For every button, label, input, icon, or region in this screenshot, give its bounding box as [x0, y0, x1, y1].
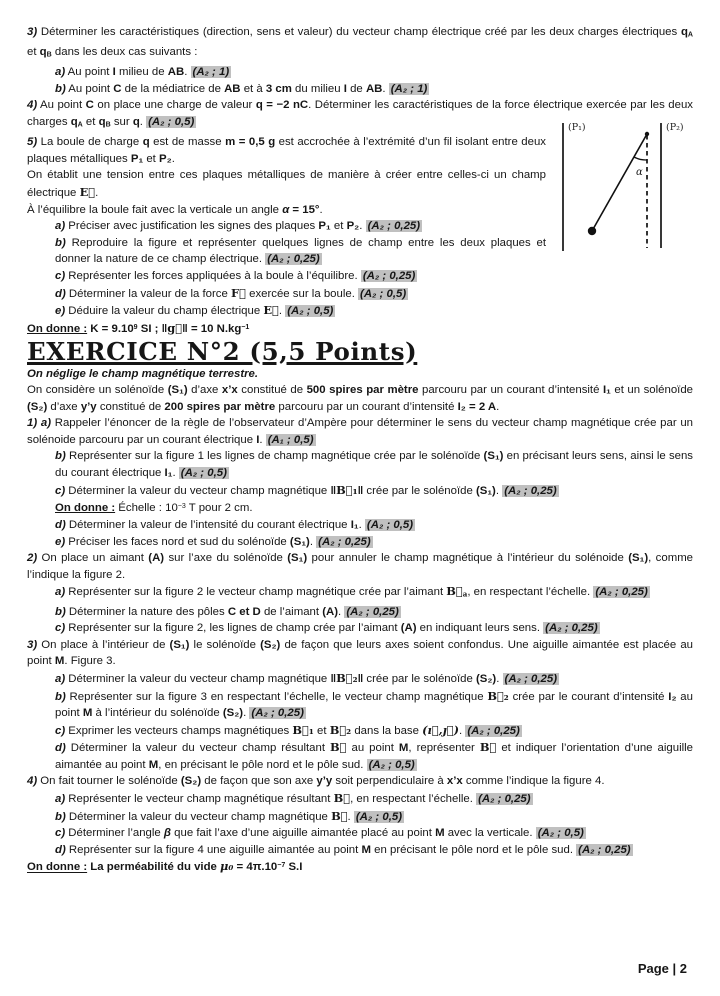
score-badge: (A₂ ; 0,25)	[267, 253, 320, 266]
paragraph	[55, 499, 693, 517]
text-run: 4)	[27, 775, 38, 788]
text-run: β	[163, 827, 171, 840]
text-run: sur l’axe du solénoïde	[164, 552, 288, 565]
text-run: . Figure 3.	[64, 655, 116, 668]
text-run: I₂ = 2 A	[457, 400, 497, 413]
score-badge: (A₂ ; 0,5)	[180, 467, 227, 480]
paragraph	[55, 285, 693, 303]
text-run: On fait tourner le solénoïde	[37, 775, 181, 788]
text-run: On établit une tension entre ces plaques métalliques de manière à créer entre celles-ci un champ électrique	[27, 169, 546, 199]
score-badge: (A₂ ; 0,25)	[504, 484, 557, 497]
text-run: que fait l’axe d’une aiguille aimantée placé au point	[170, 827, 436, 840]
text-run: B⃗₂	[336, 670, 358, 685]
text-run: constitué de	[237, 384, 307, 397]
text-run: On place un aimant	[37, 552, 149, 565]
text-run: b)	[55, 450, 66, 463]
text-run: M	[148, 758, 159, 771]
text-run: (ı⃗,ȷ⃗)	[422, 722, 459, 737]
text-run: .	[278, 305, 286, 318]
text-run: Déterminer la valeur du vecteur champ magnétique	[65, 672, 331, 685]
text-run: .	[359, 220, 366, 233]
paragraph	[55, 268, 693, 285]
text-run: EXERCICE N°2 (5,5 Points)	[27, 336, 418, 366]
text-run: q	[142, 136, 150, 149]
text-run: B⃗	[330, 740, 347, 755]
score-badge: (A₂ ; 0,25)	[504, 672, 557, 685]
text-run: ‖	[357, 672, 364, 685]
text-run: I₁	[602, 384, 611, 397]
score-badge: (A₂ ; 0,25)	[595, 586, 648, 599]
exercise-heading	[27, 338, 693, 366]
text-run: de la médiatrice de	[121, 82, 225, 95]
text-run: −3	[177, 503, 186, 511]
text-run: Représenter les forces appliquées à la boule à l’équilibre.	[65, 269, 361, 282]
text-run: P₂	[346, 220, 360, 233]
text-run: (S₁)	[167, 384, 188, 397]
text-run: On donne :	[27, 322, 88, 335]
text-run: AB	[365, 82, 383, 95]
text-run: B	[46, 51, 52, 59]
paragraph	[55, 842, 693, 859]
score-badge: (A₂ ; 0,25)	[467, 724, 520, 737]
text-run: , en respectant l’échelle.	[467, 586, 594, 599]
paragraph	[55, 825, 693, 842]
text-run: q	[680, 26, 688, 38]
text-run: T pour 2 cm.	[185, 502, 253, 515]
text-run: e)	[55, 535, 66, 548]
text-run: dans les deux cas suivants :	[51, 46, 198, 59]
text-run: en précisant le pôle nord et le pôle sud.	[370, 843, 577, 856]
text-run: M	[54, 655, 65, 668]
text-run: P₁	[130, 152, 144, 165]
text-run: .	[184, 66, 191, 79]
text-run: AB	[167, 66, 185, 79]
text-run: 5)	[27, 136, 38, 149]
text-run: à l’intérieur du solénoïde	[92, 707, 223, 720]
text-run: C et D	[227, 605, 261, 618]
text-run: I	[112, 66, 116, 79]
text-run: Déterminer la nature des pôles	[65, 605, 228, 618]
paragraph	[55, 448, 693, 481]
text-run: A	[77, 121, 83, 129]
text-run: M	[361, 843, 371, 856]
text-run: B⃗₁	[292, 722, 314, 737]
score-badge: (A₂ ; 0,25)	[545, 622, 598, 635]
text-run: , en précisant le pôle nord et le pôle sud.	[158, 758, 367, 771]
score-badge: (A₂ ; 0,25)	[318, 535, 371, 548]
text-run: B⃗₂	[487, 688, 509, 703]
paragraph	[27, 167, 546, 201]
text-run: Déterminer la valeur du vecteur champ magnétique	[65, 484, 331, 497]
text-run: on place une charge de valeur	[93, 99, 256, 112]
text-run: (A)	[322, 605, 339, 618]
text-run: .	[347, 810, 354, 823]
score-badge: (A₂ ; 0,5)	[287, 305, 334, 318]
text-run: Au point	[37, 99, 86, 112]
text-run: (S₂)	[27, 400, 48, 413]
text-run: (S₁)	[483, 450, 504, 463]
paragraph	[27, 550, 693, 583]
text-run: y’y	[80, 400, 97, 413]
text-run: μ₀	[220, 859, 234, 874]
text-run: Représenter le vecteur champ magnétique résultant	[65, 793, 334, 806]
text-run: = 15°	[289, 203, 320, 216]
text-run: c)	[55, 724, 66, 737]
text-run: pour annuler le champ magnétique à l’intérieur du solénoide	[307, 552, 629, 565]
text-run: On donne :	[55, 502, 116, 515]
text-run: 3)	[27, 638, 38, 651]
text-run: ‖ = 10 N.kg	[182, 322, 242, 335]
text-run: c)	[55, 622, 66, 635]
text-run: On place à l’intérieur de	[37, 638, 170, 651]
score-badge: (A₂ ; 0,5)	[360, 287, 407, 300]
text-run: x’x	[446, 775, 463, 788]
text-run: 9	[133, 323, 138, 331]
text-run: ‖	[357, 484, 364, 497]
text-run: .	[171, 152, 175, 165]
text-run: du milieu	[291, 82, 344, 95]
text-run: Au point	[65, 66, 113, 79]
text-run: (S₁)	[289, 535, 310, 548]
text-run: b)	[55, 605, 66, 618]
text-run: constitué de	[96, 400, 165, 413]
text-run: B	[105, 121, 111, 129]
text-run: Déterminer l’angle	[65, 827, 164, 840]
text-run: (S₂)	[260, 638, 281, 651]
text-run: I₁	[350, 519, 359, 532]
text-run: au point	[346, 742, 399, 755]
text-run: .	[496, 672, 503, 685]
text-run: Au point	[65, 82, 114, 95]
paragraph	[55, 688, 693, 722]
text-run: ‖	[330, 672, 337, 685]
pendulum-ball	[588, 227, 596, 235]
text-run: I₂	[668, 690, 677, 703]
text-run: .	[319, 203, 323, 216]
text-run: d)	[55, 287, 66, 300]
text-run: crée par le courant d’intensité	[508, 690, 669, 703]
text-run: c)	[55, 484, 66, 497]
text-run: (S₁)	[475, 484, 496, 497]
text-run: P₁	[318, 220, 331, 233]
text-run: E⃗	[263, 303, 279, 318]
text-run: Préciser les faces nord et sud du solénoïde	[65, 535, 290, 548]
text-run: , en respectant l’échelle.	[350, 793, 477, 806]
paragraph	[27, 773, 693, 790]
text-run: Représenter sur la figure 2, les lignes de champ crée par l’aimant	[65, 622, 401, 635]
paragraph	[27, 415, 693, 448]
paragraph	[55, 604, 693, 621]
text-run: .	[309, 535, 317, 548]
text-run: B⃗	[446, 584, 463, 599]
text-run: M	[435, 827, 445, 840]
pendulum-figure	[553, 117, 715, 259]
text-run: avec la verticale.	[444, 827, 536, 840]
angle-label: α	[636, 167, 643, 178]
paragraph	[55, 218, 546, 235]
paragraph	[55, 235, 546, 268]
text-run: M	[398, 742, 409, 755]
score-badge: (A₂ ; 1)	[390, 82, 428, 95]
text-run: de l’aimant	[260, 605, 323, 618]
text-run: soit perpendiculaire à	[332, 775, 447, 788]
text-run: d)	[55, 843, 66, 856]
text-run: 2)	[27, 552, 38, 565]
text-run: .	[243, 707, 250, 720]
text-run: 4)	[27, 99, 38, 112]
text-run: e)	[55, 305, 66, 318]
paragraph	[27, 366, 693, 383]
text-run: comme l’indique la figure 4.	[462, 775, 605, 788]
text-run: a)	[55, 220, 66, 233]
text-run: milieu de	[115, 66, 168, 79]
text-run: en indiquant leurs sens.	[416, 622, 544, 635]
text-run: On néglige le champ magnétique terrestre.	[27, 367, 259, 380]
text-run: AB	[224, 82, 241, 95]
text-run: S.I	[285, 861, 303, 874]
paragraph	[27, 134, 546, 167]
text-run: en précisant leurs sens, ainsi le sens du courant électrique	[55, 450, 693, 480]
text-run: Exprimer les vecteurs champs magnétiques	[65, 724, 293, 737]
text-run: et	[27, 46, 40, 59]
text-run: de façon que leurs axes soient confondus. Une aiguille aimantée est placée au point	[27, 638, 693, 668]
text-run: et indiquer l’orientation d’une aiguille aimantée au point	[55, 742, 693, 771]
text-run: .	[172, 467, 179, 480]
paragraph	[55, 790, 693, 808]
text-run: , comme l’indique la figure 2.	[27, 552, 694, 581]
text-run: On considère un solénoïde	[27, 384, 168, 397]
text-run: et	[313, 724, 330, 737]
text-run: .	[382, 82, 389, 95]
text-run: x’x	[221, 384, 238, 397]
text-run: Préciser avec justification les signes des plaques	[65, 220, 319, 233]
text-run: est de masse	[149, 136, 226, 149]
text-run: On donne :	[27, 861, 88, 874]
text-run: et	[330, 220, 347, 233]
text-run: a	[462, 589, 468, 599]
text-run: crée par le solénoïde	[363, 484, 476, 497]
text-run: Représenter sur la figure 3 en respectant l’échelle, le vecteur champ magnétique	[65, 690, 488, 703]
text-run: I	[343, 82, 347, 95]
text-run: au point	[55, 690, 693, 720]
text-run: q	[132, 116, 140, 129]
text-run: a)	[55, 793, 66, 806]
text-run: d’axe	[187, 384, 222, 397]
text-run: I	[256, 433, 260, 446]
text-run: (S₂)	[180, 775, 202, 788]
text-run: q	[98, 116, 106, 129]
text-run: (A)	[148, 552, 165, 565]
text-run: Déterminer les caractéristiques (direction, sens et valeur) du vecteur champ électrique créé par les deux charges électriques	[37, 26, 681, 38]
paragraph	[55, 722, 693, 740]
text-run: d’axe	[47, 400, 81, 413]
text-run: q = −2 nC	[255, 99, 309, 112]
text-run: La perméabilité du vide	[87, 861, 221, 874]
text-run: C	[113, 82, 122, 95]
text-run: Rappeler l’énoncer de la règle de l’observateur d’Ampère pour déterminer le sens du vecteur champ magnétique crée par un solénoide parcouru par un courant électrique	[27, 417, 694, 446]
paragraph	[55, 620, 693, 637]
score-badge: (A₁ ; 0,5)	[267, 433, 314, 446]
text-run: .	[495, 484, 503, 497]
text-run: À l’équilibre la boule fait avec la verticale un angle	[27, 203, 283, 216]
text-run: est accrochée à l’extrémité d’un fil isolant entre deux plaques métalliques	[27, 136, 546, 165]
plate-p2-label: (P₂)	[666, 122, 684, 133]
score-badge: (A₂ ; 0,25)	[367, 220, 421, 233]
text-run: c)	[55, 269, 66, 282]
text-run: dans la base	[351, 724, 423, 737]
paragraph	[55, 81, 693, 98]
text-run: et	[143, 152, 160, 165]
text-run: .	[259, 433, 266, 446]
paragraph	[27, 24, 693, 64]
text-run: K = 9.10	[87, 322, 134, 335]
text-run: parcouru par un courant d’intensité	[275, 400, 458, 413]
text-run: .	[358, 519, 365, 532]
plate-p1-label: (P₁)	[568, 122, 586, 133]
text-run: sur	[110, 116, 133, 129]
text-run: a)	[55, 66, 66, 79]
text-run: m = 0,5 g	[225, 136, 276, 149]
text-run: B⃗₂	[329, 722, 352, 737]
paragraph	[55, 670, 693, 688]
text-run: B⃗₁	[336, 482, 358, 497]
text-run: y’y	[316, 775, 333, 788]
text-run: a)	[55, 672, 66, 685]
paragraph	[55, 534, 693, 551]
text-run: le solénoïde	[189, 638, 261, 651]
text-run: (S₂)	[222, 707, 244, 720]
score-badge: (A₂ ; 0,25)	[478, 793, 531, 806]
text-run: Déterminer la valeur de la force	[65, 287, 232, 300]
text-run: Déterminer la valeur de l’intensité du courant électrique	[65, 519, 351, 532]
text-run: B⃗	[479, 740, 497, 755]
text-run: q	[70, 116, 78, 129]
text-run: 3 cm	[265, 82, 292, 95]
score-badge: (A₂ ; 0,25)	[346, 605, 399, 618]
text-run: a)	[55, 586, 66, 599]
paragraph	[55, 302, 693, 320]
text-run: exercée sur la boule.	[245, 287, 359, 300]
text-run: q	[39, 46, 47, 59]
text-run: .	[95, 186, 99, 199]
score-badge: (A₂ ; 0,5)	[148, 116, 195, 129]
text-run: Représenter sur la figure 2 le vecteur champ magnétique crée par l’aimant	[65, 586, 447, 599]
text-run: F⃗	[231, 285, 246, 300]
text-run: Représenter sur la figure 1 les lignes de champ magnétique crée par le solénoïde	[65, 450, 484, 463]
score-badge: (A₂ ; 0,25)	[362, 269, 416, 282]
score-badge: (A₂ ; 0,25)	[578, 843, 631, 856]
text-run: de façon que son axe	[201, 775, 317, 788]
text-run: de	[346, 82, 366, 95]
text-run: b)	[55, 810, 66, 823]
text-run: 200 spires par mètre	[164, 400, 276, 413]
text-run: , représenter	[408, 742, 480, 755]
paragraph	[27, 382, 693, 415]
text-run: α	[282, 203, 290, 216]
text-run: crée par le solénoïde	[363, 672, 476, 685]
text-run: (A)	[400, 622, 417, 635]
text-run: .	[338, 605, 345, 618]
text-run: A	[687, 31, 693, 39]
text-run: SI ; ‖	[137, 322, 168, 335]
paragraph	[55, 517, 693, 534]
text-run: . Déterminer les caractéristiques de la force électrique exercée par les deux charges	[27, 99, 693, 129]
text-run: .	[496, 400, 500, 413]
text-run: et	[82, 116, 99, 129]
text-run: (S₂)	[475, 672, 497, 685]
page-number: Page | 2	[637, 961, 687, 976]
text-run: −7	[277, 862, 286, 870]
text-run: Déterminer la valeur du vecteur champ magnétique	[65, 810, 332, 823]
paragraph	[27, 637, 693, 670]
text-run: .	[458, 724, 466, 737]
text-run: C	[85, 99, 94, 112]
score-badge: (A₂ ; 0,5)	[355, 810, 402, 823]
text-run: P₂	[159, 152, 172, 165]
score-badge: (A₂ ; 0,5)	[368, 758, 415, 771]
text-run: d)	[55, 742, 66, 755]
text-run: Déduire la valeur du champ électrique	[65, 305, 264, 318]
text-run: g⃗	[167, 320, 183, 335]
score-badge: (A₂ ; 0,5)	[537, 827, 584, 840]
pendulum-wire	[592, 134, 647, 231]
angle-arc	[634, 157, 647, 160]
paragraph	[55, 739, 693, 773]
text-run: b)	[55, 690, 66, 703]
score-badge: (A₂ ; 1)	[192, 66, 230, 79]
text-run: .	[139, 116, 147, 129]
text-run: Échelle : 10	[115, 502, 178, 515]
text-run: (S₁)	[287, 552, 308, 565]
text-run: Reproduire la figure et représenter quelques lignes de champ entre les deux plaques et donner la nature de ce champ électrique.	[55, 236, 546, 266]
text-run: d)	[55, 519, 66, 532]
text-run: E⃗	[79, 184, 96, 199]
text-run: B⃗	[333, 791, 351, 806]
paragraph	[55, 808, 693, 826]
text-run: b)	[55, 236, 66, 249]
text-run: −1	[241, 323, 250, 331]
text-run: I₁	[164, 467, 173, 480]
paragraph	[27, 202, 546, 219]
text-run: Représenter sur la figure 4 une aiguille aimantée au point	[65, 843, 362, 856]
text-run: Déterminer la valeur du vecteur champ résultant	[65, 742, 330, 755]
score-badge: (A₂ ; 0,5)	[366, 519, 414, 532]
text-run: 1) a)	[27, 417, 51, 430]
paragraph	[55, 64, 693, 81]
text-run: M	[82, 707, 93, 720]
paragraph	[55, 482, 693, 500]
paragraph	[55, 583, 693, 603]
paragraph	[27, 858, 693, 876]
text-run: et un solénoïde	[610, 384, 693, 397]
text-run: = 4π.10	[233, 861, 278, 874]
text-run: (S₁)	[628, 552, 649, 565]
text-run: (S₁)	[169, 638, 190, 651]
pivot-point	[645, 132, 649, 136]
text-run: parcouru par un courant d’intensité	[418, 384, 603, 397]
text-run: 3)	[27, 26, 38, 38]
text-run: La boule de charge	[37, 136, 143, 149]
score-badge: (A₂ ; 0,25)	[251, 707, 304, 720]
text-run: 500 spires par mètre	[306, 384, 419, 397]
paragraph	[27, 320, 693, 338]
text-run: et à	[240, 82, 266, 95]
text-run: B⃗	[331, 808, 348, 823]
text-run: c)	[55, 827, 66, 840]
text-run: b)	[55, 82, 66, 95]
text-run: ‖	[330, 484, 337, 497]
